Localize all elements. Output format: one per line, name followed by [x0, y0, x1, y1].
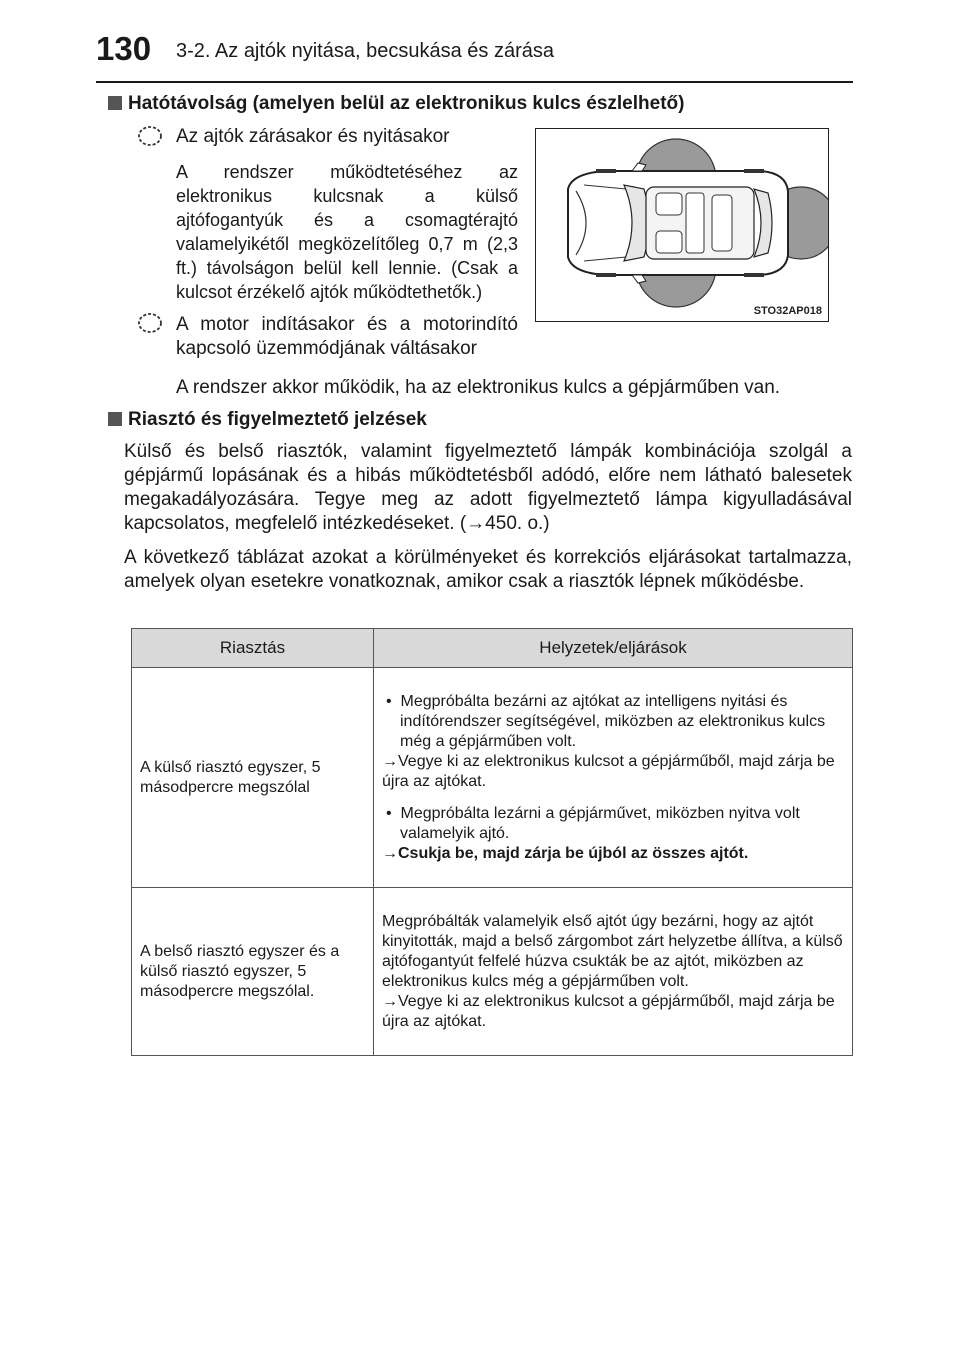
table-header-alarm: Riasztás [132, 629, 374, 668]
car-top-view-illustration [536, 129, 828, 321]
bullet2-title: A motor indításakor és a motorindító kapcsoló üzemmódjának váltásakor [176, 314, 518, 359]
key-range-figure [535, 128, 829, 322]
bullet2-body: A rendszer akkor működik, ha az elektronikus kulcs a gépjárműben van. [176, 377, 781, 398]
page-header [0, 0, 960, 90]
alarms-paragraph-1: Külső és belső riasztók, valamint figyelmeztető lámpák kombinációja szolgál a gépjármű lopásának és a hibás működtetésből adódó, előre nem látható balesetek megakadályozására. Tegye meg az adott figyelmeztető lámpa kigyulladásával kapcsolatos, megfelelő intézkedéseket. (→450. o.) [124, 441, 852, 534]
action-line: →Vegye ki az elektronikus kulcsot a gépjárműből, majd zárja be újra az ajtókat. [382, 752, 835, 790]
alarm-cell: A külső riasztó egyszer, 5 másodpercre megszólal [132, 668, 374, 888]
alarm-cell: A belső riasztó egyszer és a külső riasztó egyszer, 5 másodpercre megszólal. [132, 888, 374, 1056]
table-row [132, 668, 853, 888]
dashed-circle-bullet-icon [137, 125, 163, 147]
situation-item: • Megpróbálta lezárni a gépjárművet, miközben nyitva volt valamelyik ajtó. [386, 804, 800, 842]
section-heading-alarms: Riasztó és figyelmeztető jelzések [108, 409, 427, 431]
header-rule [96, 81, 853, 83]
chapter-title: 3-2. Az ajtók nyitása, becsukása és zárása [176, 40, 554, 62]
square-bullet-icon [108, 412, 122, 426]
action-line: →Csukja be, majd zárja be újból az összes ajtót. [382, 844, 749, 862]
action-line: →Vegye ki az elektronikus kulcsot a gépjárműből, majd zárja be újra az ajtókat. [382, 992, 835, 1030]
alarms-paragraph-2: A következő táblázat azokat a körülményeket és korrekciós eljárásokat tartalmazza, amelyek olyan esetekre vonatkoznak, amikor csak a riasztók lépnek működésbe. [124, 547, 852, 592]
alarm-table [131, 628, 853, 1056]
table-header-situations: Helyzetek/eljárások [374, 629, 853, 668]
situation-cell [374, 888, 853, 1056]
situation-text: Megpróbálták valamelyik első ajtót úgy bezárni, hogy az ajtót kinyitották, majd a belső zárgombot zárt helyzetbe állítva, a külső ajtófogantyút felfelé húzva csukták be az ajtót, miközben az elektronikus kulcs még a gépjárműben volt. [382, 912, 843, 990]
bullet1-title: Az ajtók zárásakor és nyitásakor [176, 126, 450, 147]
table-row [132, 888, 853, 1056]
table-header-row [132, 629, 853, 668]
page-number: 130 [96, 30, 152, 67]
figure-code: STO32AP018 [753, 305, 822, 317]
situation-item: • Megpróbálta bezárni az ajtókat az intelligens nyitási és indítórendszer segítségével, miközben az elektronikus kulcs még a gépjárműben volt. [386, 692, 826, 750]
section-heading-range: Hatótávolság (amelyen belül az elektronikus kulcs észlelhető) [108, 93, 684, 115]
square-bullet-icon [108, 96, 122, 110]
situation-cell [374, 668, 853, 888]
dashed-circle-bullet-icon [137, 312, 163, 334]
bullet1-body: A rendszer működtetéséhez az elektronikus kulcsnak a külső ajtófogantyúk és a csomagtérajtó valamelyikétől megközelítőleg 0,7 m (2,3 ft.) távolságon belül kell lennie. (Csak a kulcsot érzékelő ajtók működtethetők.) [176, 162, 518, 302]
